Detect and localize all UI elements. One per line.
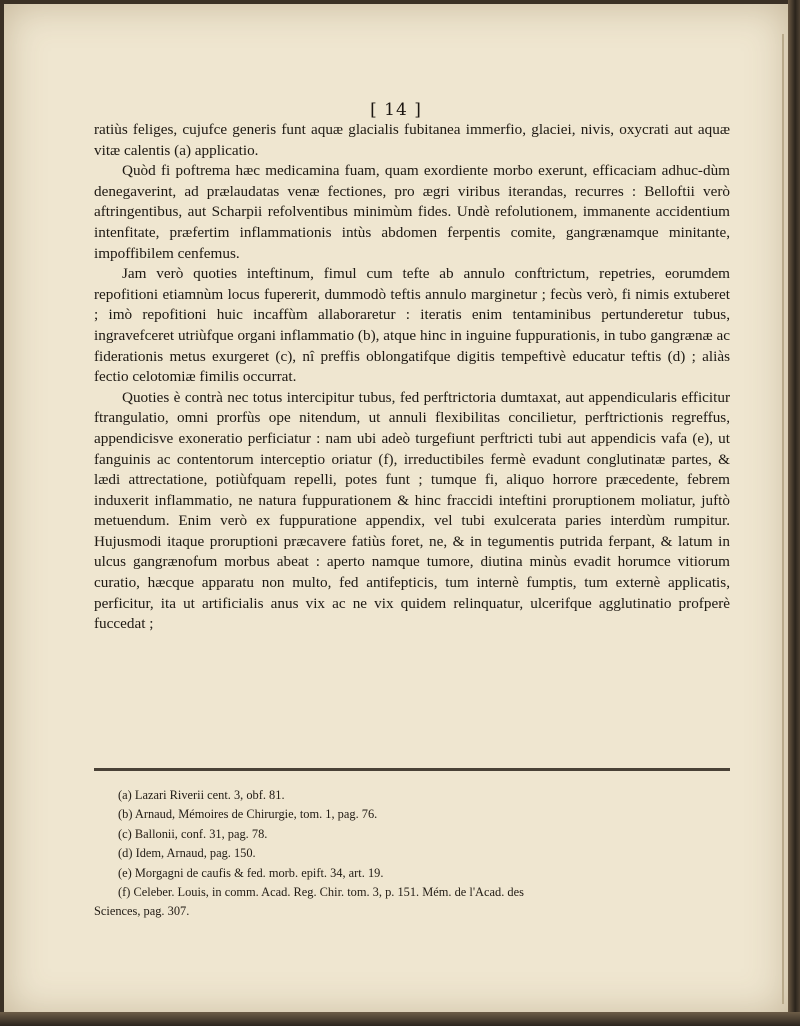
body-text [94, 120, 730, 635]
footnote [118, 825, 728, 844]
footnote-marker: (a) [118, 788, 132, 802]
footnote-marker: (f) [118, 885, 131, 900]
page-number: [ 14 ] [370, 100, 422, 120]
binding-line [782, 34, 784, 1004]
paragraph: Quoties è contrà nec totus intercipitur tubus, fed perftrictoria dumtaxat, aut appendicularis efficitur ftrangulatio, omni prorfùs ope nitendum, ut annuli flexibilitas concilietur, perftrictionis regreffus, appendicisve exoneratio perficiatur : nam ubi adeò turgefiunt perftricti tubi aut appendicis vafa (e), ut fanguinis ac contentorum interceptio oriatur (f), irreductibiles fermè evadunt conglutinatæ partes, & lædi attrectatione, potiùfquam repelli, potes funt ; tumque fi, aliquo horrore præcedente, febrem induxerit inflammatio, ne natura fuppurationem & hinc fraccidi inteftini proruptionem moliatur, juftò metuendum. Enim verò ex fuppuratione appendix, vel tubi exulcerata paries interdùm rumpitur. Hujusmodi itaque proruptioni præcavere fatiùs foret, ne, & in tegumentis putrida ferpant, & latum in ulcus gangrænofum morbus abeat : aperto namque tumore, diutina minùs evadit horumce vitiorum curatio, hæcque apparatu non multo, fed antifepticis, tum internè fumptis, tum externè applicatis, perficitur, ita ut artificialis anus vix ac ne vix quidem relinquatur, ulcerifque agglutinatio profperè fuccedat ; [94, 388, 730, 633]
footnote-separator [94, 768, 730, 771]
footnote-marker: (b) [118, 807, 133, 822]
page-edge-bottom [0, 1012, 800, 1026]
footnote [118, 805, 728, 824]
footnote [118, 864, 728, 883]
footnote [118, 844, 728, 863]
book-page [4, 4, 788, 1016]
paragraph: Jam verò quoties inteftinum, fimul cum tefte ab annulo conftrictum, repetries, eorumdem repofitioni etiamnùm locus fupererit, dummodò teftis annulo marginetur ; fecùs verò, fi nimis extuberet ; imò repofitioni huic incaffùm allaboraretur : iteratis enim tentaminibus pertunderetur tubus, ingravefceret utriùfque organi inflammatio (b), atque hinc in inguine fuppurationis, in tubo gangrænæ ac fiderationis metus exurgeret (c), nî preffis oblongatifque digitis tempeftivè educatur teftis (d) ; aliàs fectio celotomiæ fimilis occurrat. [94, 265, 730, 386]
footnote-marker: (e) [118, 865, 132, 880]
paragraph: ratiùs feliges, cujufce generis funt aquæ glacialis fubitanea immerfio, glaciei, nivis, oxycrati aut aquæ vitæ calentis (a) applicatio. [94, 121, 730, 159]
footnote-text: Celeber. Louis, in comm. Acad. Reg. Chir. tom. 3, p. 151. Mém. de l'Acad. des [133, 885, 524, 900]
footnote-text: Idem, Arnaud, pag. 150. [135, 846, 256, 861]
footnote-marker: (d) [118, 846, 133, 861]
footnote-text: Lazari Riverii cent. 3, obf. 81. [134, 788, 285, 802]
footnote-marker: (c) [118, 826, 132, 841]
footnote-text: Morgagni de caufis & fed. morb. epift. 34, art. 19. [134, 865, 384, 880]
paragraph: Quòd fi poftrema hæc medicamina fuam, quam exordiente morbo exerunt, efficaciam adhuc-dùm denegaverint, ad prælaudatas venæ fectiones, pro ægri viribus iterandas, recurres : Belloftii verò aftringentibus, aut Scharpii refolventibus minimùm fides. Undè refolutionem, immanente accidentium intenfitate, præfertim inflammationis intùs abdomen ferpentis comite, gangrænamque minitante, impoffibilem cenfemus. [94, 162, 730, 262]
footnote-text: Arnaud, Mémoires de Chirurgie, tom. 1, pag. 76. [134, 807, 378, 822]
footnote-continuation: Sciences, pag. 307. [94, 904, 190, 919]
page-edge-right [788, 0, 800, 1026]
footnote-text: Ballonii, conf. 31, pag. 78. [134, 826, 268, 841]
footnote [118, 786, 728, 805]
footnotes [94, 786, 728, 922]
footnote [118, 883, 728, 902]
